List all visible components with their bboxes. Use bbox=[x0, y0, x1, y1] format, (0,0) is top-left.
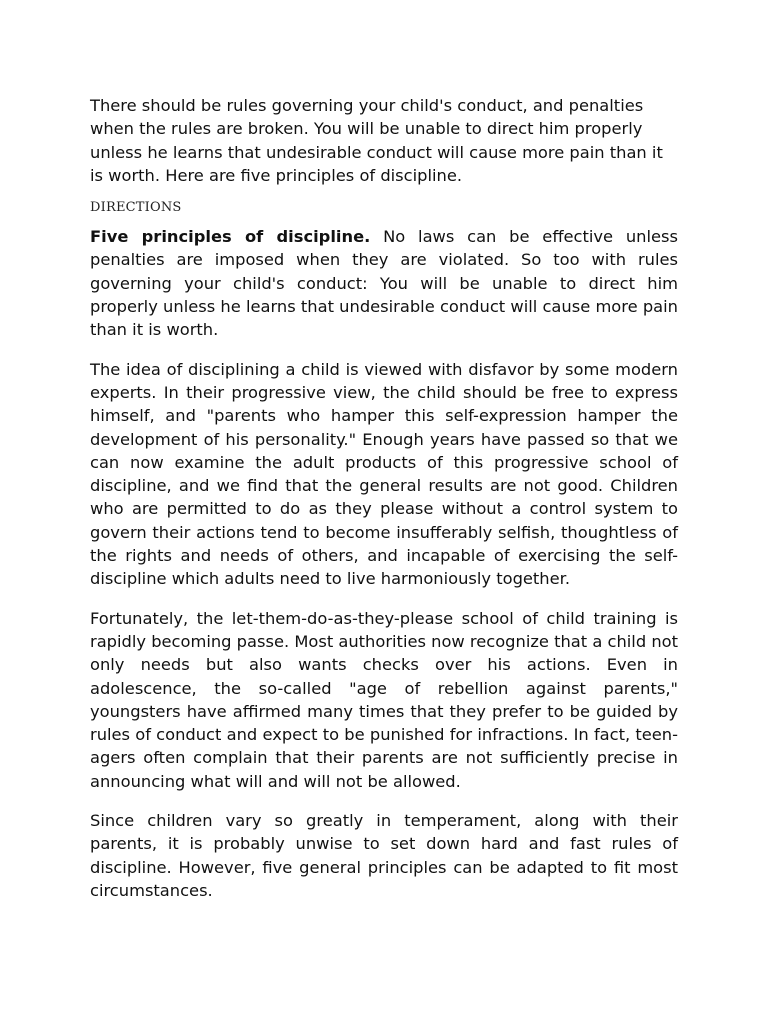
progressive-view-paragraph: The idea of disciplining a child is viewed with disfavor by some modern experts. In their progressive view, the child should be free to express himself, and "parents who hamper this self-expression hamper the development of his personality." Enough years have passed so that we can now examine the adult products of this progressive school of discipline, and we find that the general results are not good. Children who are permitted to do as they please without a control system to govern their actions tend to become insufferably selfish, thoughtless of the rights and needs of others, and incapable of exercising the self-discipline which adults need to live harmoniously together. bbox=[90, 359, 678, 589]
let-them-paragraph: Fortunately, the let-them-do-as-they-please school of child training is rapidly becoming passe. Most authorities now recognize that a child not only needs but also wants checks over his actions. Even in adolescence, the so-called "age of rebellion against parents," youngsters have affirmed many times that they prefer to be guided by rules of conduct and expect to be punished for infractions. In fact, teen-agers often complain that their parents are not sufficiently precise in announcing what will and will not be allowed. bbox=[90, 608, 678, 791]
paragraph-text: No laws can be effective unless penalties are imposed when they are violated. So too with rules governing your child's conduct: You will be unable to direct him properly unless he learns that undesirable conduct will cause more pain than it is worth. bbox=[90, 227, 678, 340]
intro-paragraph: There should be rules governing your child's conduct, and penalties when the rules are broken. You will be unable to direct him properly unless he learns that undesirable conduct will cause more pain than it is worth. Here are five principles of discipline. bbox=[90, 96, 663, 185]
temperament-paragraph: Since children vary so greatly in temperament, along with their parents, it is probably unwise to set down hard and fast rules of discipline. However, five general principles can be adapted to fit most circumstances. bbox=[90, 811, 678, 900]
principles-paragraph bbox=[90, 225, 678, 341]
document-page bbox=[90, 94, 678, 918]
paragraph-lead: Five principles of discipline. bbox=[90, 227, 371, 247]
section-label: DIRECTIONS bbox=[90, 200, 182, 216]
